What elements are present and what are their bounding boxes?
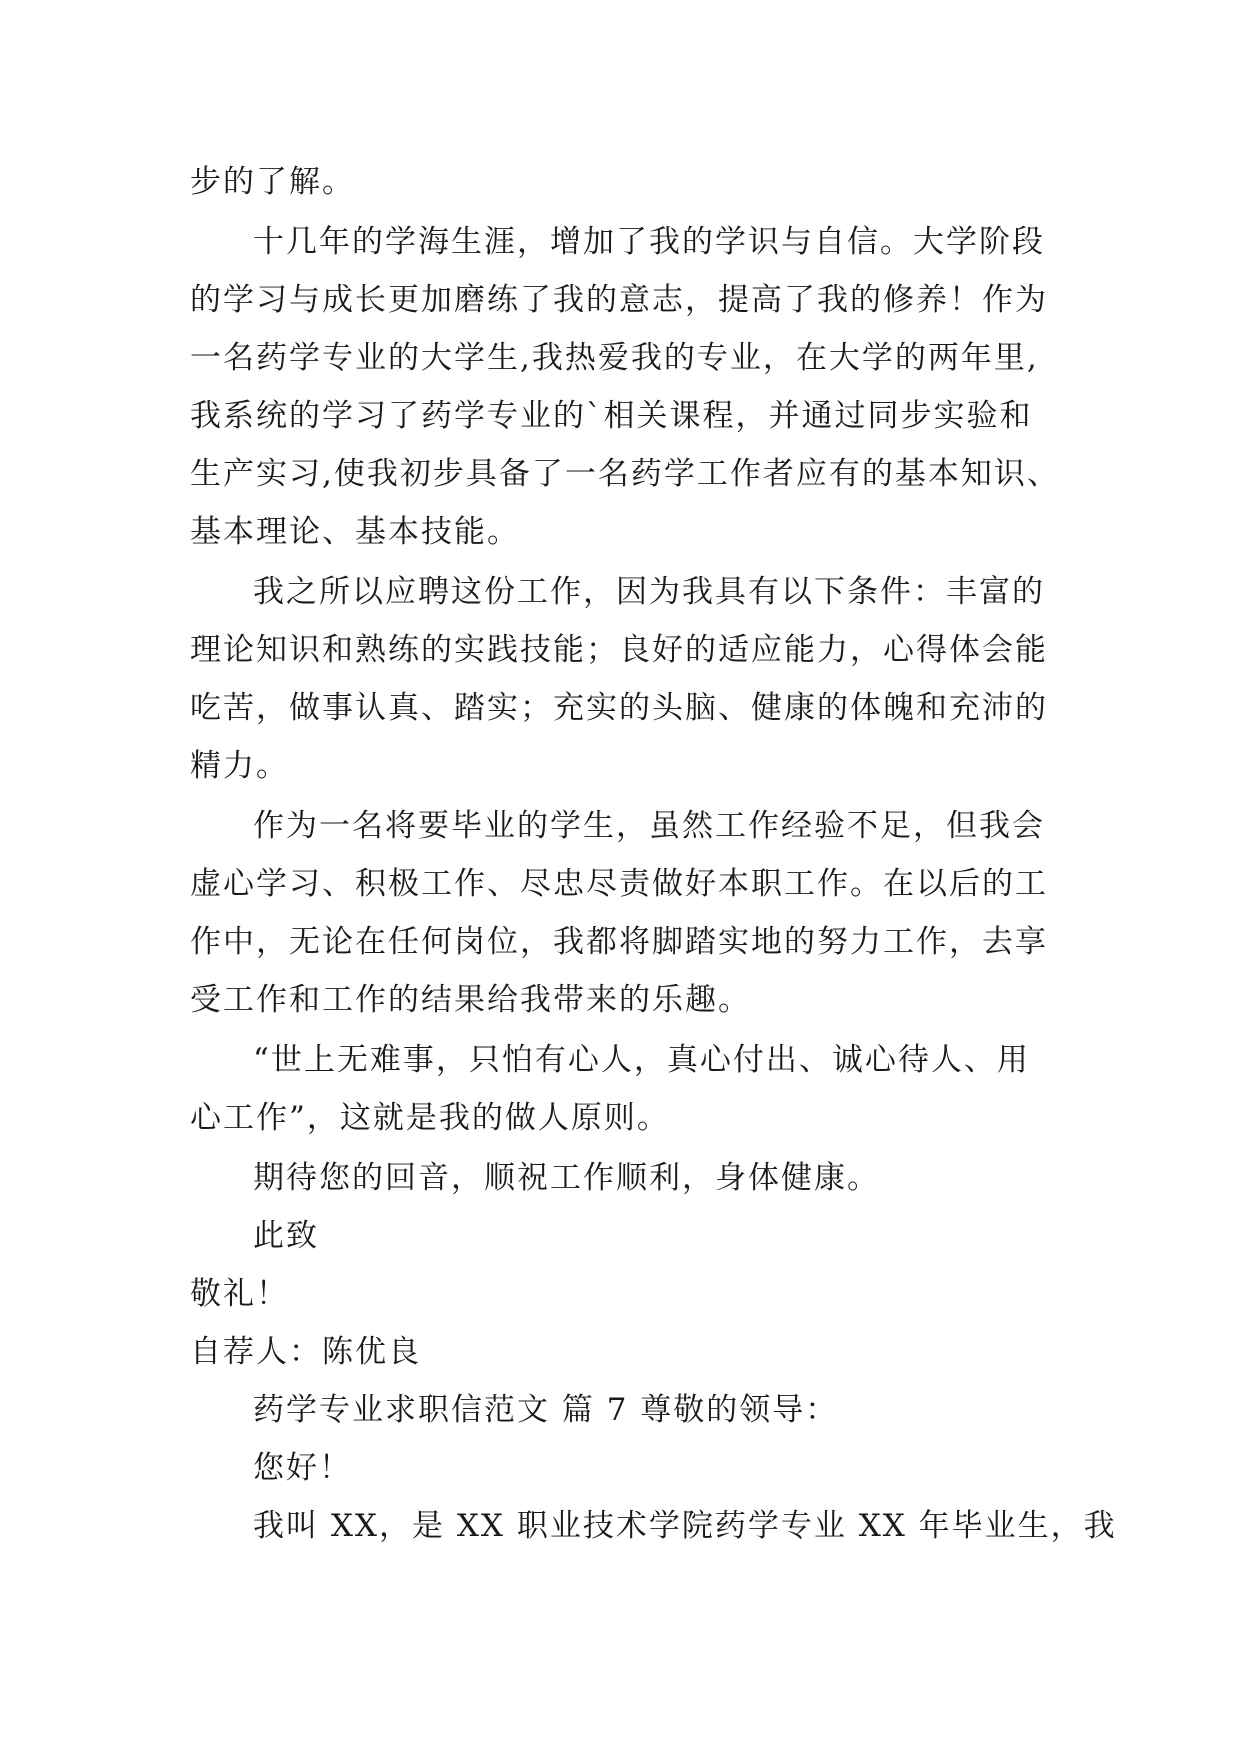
paragraph-start-line: 我之所以应聘这份工作，因为我具有以下条件：丰富的 [253,574,1045,610]
text-line: 的学习与成长更加磨练了我的意志，提高了我的修养！作为 [190,282,1048,318]
text-line: 精力。 [190,748,289,784]
text-line: 步的了解。 [190,164,355,200]
text-line: 虚心学习、积极工作、尽忠尽责做好本职工作。在以后的工 [190,866,1048,902]
text-line: 吃苦，做事认真、踏实；充实的头脑、健康的体魄和充沛的 [190,690,1048,726]
text-line: 一名药学专业的大学生,我热爱我的专业，在大学的两年里, [190,340,1039,376]
closing-wish: 期待您的回音，顺祝工作顺利，身体健康。 [253,1160,880,1196]
signature-line: 自荐人：陈优良 [190,1334,421,1370]
paragraph-start-line: 十几年的学海生涯，增加了我的学识与自信。大学阶段 [253,224,1045,260]
salutation-closing: 此致 [253,1218,319,1254]
paragraph-start-line: 作为一名将要毕业的学生，虽然工作经验不足，但我会 [253,808,1045,844]
salutation-respect: 敬礼！ [190,1276,289,1312]
text-line: 心工作”，这就是我的做人原则。 [190,1100,670,1136]
text-line: 理论知识和熟练的实践技能；良好的适应能力，心得体会能 [190,632,1048,668]
paragraph-start-line: 我叫 XX，是 XX 职业技术学院药学专业 XX 年毕业生，我 [253,1508,1117,1544]
section-heading: 药学专业求职信范文 篇 7 尊敬的领导： [253,1392,839,1428]
text-line: 受工作和工作的结果给我带来的乐趣。 [190,982,751,1018]
text-line: 我系统的学习了药学专业的`相关课程，并通过同步实验和 [190,398,1033,434]
text-line: 作中，无论在任何岗位，我都将脚踏实地的努力工作，去享 [190,924,1048,960]
text-line: 生产实习,使我初步具备了一名药学工作者应有的基本知识、 [190,456,1060,492]
paragraph-start-line: “世上无难事，只怕有心人，真心付出、诚心待人、用 [253,1042,1030,1078]
text-line: 基本理论、基本技能。 [190,514,520,550]
greeting: 您好！ [253,1450,352,1486]
